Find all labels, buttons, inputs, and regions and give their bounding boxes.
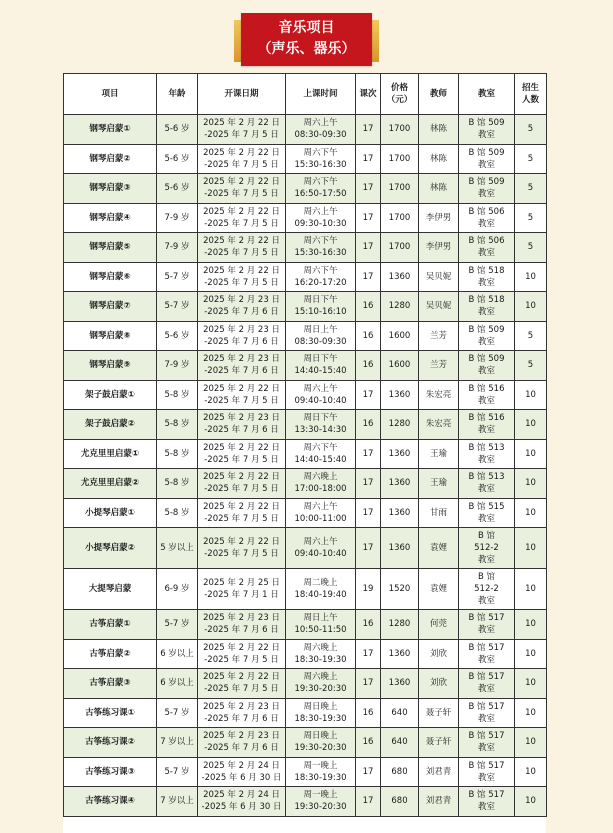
cell-teacher: 吴贝妮	[419, 292, 459, 322]
cell-price: 1600	[381, 351, 419, 381]
cell-enrollment: 10	[515, 639, 547, 669]
cell-price: 680	[381, 757, 419, 787]
cell-project: 古筝启蒙③	[64, 669, 157, 699]
cell-start-date: 2025 年 2 月 22 日 -2025 年 7 月 5 日	[198, 639, 286, 669]
cell-teacher: 李伊男	[419, 233, 459, 263]
cell-enrollment: 10	[515, 292, 547, 322]
header-project: 项目	[64, 74, 157, 115]
cell-teacher: 兰芳	[419, 351, 459, 381]
cell-teacher: 聂子轩	[419, 698, 459, 728]
cell-project: 古筝练习课④	[64, 787, 157, 817]
cell-classroom: B 馆 517 教室	[459, 787, 515, 817]
cell-age: 5-7 岁	[157, 698, 198, 728]
cell-age: 5-6 岁	[157, 321, 198, 351]
cell-sessions: 17	[356, 115, 381, 145]
cell-sessions: 17	[356, 669, 381, 699]
cell-enrollment: 5	[515, 115, 547, 145]
table-header-row	[64, 74, 547, 115]
cell-price: 1360	[381, 380, 419, 410]
cell-classroom: B 馆 518 教室	[459, 262, 515, 292]
table-row	[64, 351, 547, 381]
cell-classroom: B 馆 513 教室	[459, 469, 515, 499]
cell-project: 小提琴启蒙②	[64, 528, 157, 569]
cell-teacher: 刘君青	[419, 757, 459, 787]
cell-sessions: 17	[356, 469, 381, 499]
cell-age: 7-9 岁	[157, 351, 198, 381]
cell-enrollment: 10	[515, 469, 547, 499]
cell-enrollment: 5	[515, 351, 547, 381]
course-table	[63, 73, 547, 817]
cell-age: 5-8 岁	[157, 469, 198, 499]
cell-project: 钢琴启蒙③	[64, 174, 157, 204]
banner-title: 音乐项目	[278, 20, 335, 36]
table-row	[64, 262, 547, 292]
cell-classroom: B 馆 517 教室	[459, 669, 515, 699]
cell-classroom: B 馆 517 教室	[459, 610, 515, 640]
cell-classroom: B 馆 516 教室	[459, 410, 515, 440]
cell-class-time: 周六下午 16:20-17:20	[286, 262, 356, 292]
header-enrollment: 招生 人数	[515, 74, 547, 115]
header-class-time: 上课时间	[286, 74, 356, 115]
cell-teacher: 聂子轩	[419, 728, 459, 758]
cell-project: 尤克里里启蒙②	[64, 469, 157, 499]
cell-classroom: B 馆 512-2 教室	[459, 528, 515, 569]
cell-enrollment: 10	[515, 410, 547, 440]
cell-price: 640	[381, 698, 419, 728]
cell-start-date: 2025 年 2 月 22 日 -2025 年 7 月 5 日	[198, 144, 286, 174]
cell-teacher: 袁娌	[419, 569, 459, 610]
cell-project: 古筝启蒙②	[64, 639, 157, 669]
table-row	[64, 698, 547, 728]
cell-project: 钢琴启蒙⑨	[64, 351, 157, 381]
cell-enrollment: 10	[515, 569, 547, 610]
cell-class-time: 周一晚上 19:30-20:30	[286, 787, 356, 817]
cell-sessions: 17	[356, 380, 381, 410]
cell-classroom: B 馆 518 教室	[459, 292, 515, 322]
table-row	[64, 233, 547, 263]
cell-start-date: 2025 年 2 月 22 日 -2025 年 7 月 5 日	[198, 262, 286, 292]
cell-enrollment: 5	[515, 203, 547, 233]
cell-project: 钢琴启蒙④	[64, 203, 157, 233]
cell-start-date: 2025 年 2 月 22 日 -2025 年 7 月 5 日	[198, 439, 286, 469]
cell-age: 5-6 岁	[157, 115, 198, 145]
cell-start-date: 2025 年 2 月 23 日 -2025 年 7 月 6 日	[198, 351, 286, 381]
cell-price: 1360	[381, 528, 419, 569]
cell-teacher: 刘欣	[419, 669, 459, 699]
cell-enrollment: 10	[515, 728, 547, 758]
cell-age: 5-6 岁	[157, 174, 198, 204]
cell-teacher: 朱宏亮	[419, 410, 459, 440]
cell-teacher: 吴贝妮	[419, 262, 459, 292]
cell-teacher: 王瑜	[419, 439, 459, 469]
table-row	[64, 469, 547, 499]
header-age: 年龄	[157, 74, 198, 115]
cell-teacher: 王瑜	[419, 469, 459, 499]
cell-age: 6-9 岁	[157, 569, 198, 610]
cell-price: 640	[381, 728, 419, 758]
cell-class-time: 周一晚上 18:30-19:30	[286, 757, 356, 787]
cell-price: 1700	[381, 115, 419, 145]
cell-start-date: 2025 年 2 月 23 日 -2025 年 7 月 6 日	[198, 698, 286, 728]
table-row	[64, 528, 547, 569]
cell-teacher: 朱宏亮	[419, 380, 459, 410]
cell-age: 5 岁以上	[157, 528, 198, 569]
cell-classroom: B 馆 506 教室	[459, 203, 515, 233]
cell-sessions: 17	[356, 203, 381, 233]
cell-teacher: 兰芳	[419, 321, 459, 351]
cell-classroom: B 馆 509 教室	[459, 321, 515, 351]
cell-classroom: B 馆 517 教室	[459, 757, 515, 787]
cell-price: 1360	[381, 469, 419, 499]
cell-class-time: 周日下午 15:10-16:10	[286, 292, 356, 322]
cell-teacher: 林陈	[419, 115, 459, 145]
cell-project: 小提琴启蒙①	[64, 498, 157, 528]
cell-class-time: 周六上午 08:30-09:30	[286, 115, 356, 145]
cell-project: 古筝练习课③	[64, 757, 157, 787]
cell-sessions: 16	[356, 321, 381, 351]
cell-start-date: 2025 年 2 月 23 日 -2025 年 7 月 6 日	[198, 292, 286, 322]
cell-class-time: 周二晚上 18:40-19:40	[286, 569, 356, 610]
cell-start-date: 2025 年 2 月 24 日 -2025 年 6 月 30 日	[198, 757, 286, 787]
cell-teacher: 李伊男	[419, 203, 459, 233]
cell-price: 1360	[381, 262, 419, 292]
cell-sessions: 16	[356, 728, 381, 758]
cell-enrollment: 5	[515, 233, 547, 263]
cell-classroom: B 馆 517 教室	[459, 639, 515, 669]
cell-project: 架子鼓启蒙①	[64, 380, 157, 410]
cell-class-time: 周六上午 09:30-10:30	[286, 203, 356, 233]
header-price: 价格 （元）	[381, 74, 419, 115]
cell-price: 1520	[381, 569, 419, 610]
cell-age: 5-8 岁	[157, 380, 198, 410]
banner-subtitle: （声乐、器乐）	[257, 41, 356, 57]
cell-teacher: 林陈	[419, 144, 459, 174]
cell-age: 5-6 岁	[157, 144, 198, 174]
cell-enrollment: 10	[515, 498, 547, 528]
cell-price: 1600	[381, 321, 419, 351]
table-row	[64, 669, 547, 699]
cell-class-time: 周六下午 15:30-16:30	[286, 144, 356, 174]
cell-age: 5-8 岁	[157, 410, 198, 440]
cell-age: 7-9 岁	[157, 203, 198, 233]
cell-price: 1700	[381, 144, 419, 174]
cell-class-time: 周日晚上 18:30-19:30	[286, 698, 356, 728]
cell-start-date: 2025 年 2 月 22 日 -2025 年 7 月 5 日	[198, 115, 286, 145]
title-banner	[0, 8, 613, 66]
cell-enrollment: 10	[515, 610, 547, 640]
cell-classroom: B 馆 515 教室	[459, 498, 515, 528]
cell-teacher: 刘欣	[419, 639, 459, 669]
cell-start-date: 2025 年 2 月 22 日 -2025 年 7 月 5 日	[198, 203, 286, 233]
cell-price: 1700	[381, 174, 419, 204]
cell-price: 1280	[381, 610, 419, 640]
cell-age: 7 岁以上	[157, 728, 198, 758]
cell-sessions: 19	[356, 569, 381, 610]
cell-age: 5-7 岁	[157, 292, 198, 322]
cell-classroom: B 馆 509 教室	[459, 351, 515, 381]
cell-class-time: 周日晚上 19:30-20:30	[286, 728, 356, 758]
cell-start-date: 2025 年 2 月 22 日 -2025 年 7 月 5 日	[198, 469, 286, 499]
cell-teacher: 林陈	[419, 174, 459, 204]
cell-price: 1280	[381, 292, 419, 322]
cell-sessions: 17	[356, 174, 381, 204]
cell-project: 钢琴启蒙⑧	[64, 321, 157, 351]
table-row	[64, 292, 547, 322]
cell-project: 尤克里里启蒙①	[64, 439, 157, 469]
cell-price: 1280	[381, 410, 419, 440]
cell-sessions: 17	[356, 233, 381, 263]
schedule-sheet	[63, 73, 546, 833]
cell-class-time: 周六晚上 17:00-18:00	[286, 469, 356, 499]
cell-enrollment: 10	[515, 380, 547, 410]
cell-classroom: B 馆 512-2 教室	[459, 569, 515, 610]
cell-classroom: B 馆 513 教室	[459, 439, 515, 469]
cell-enrollment: 5	[515, 174, 547, 204]
cell-enrollment: 5	[515, 144, 547, 174]
cell-classroom: B 馆 506 教室	[459, 233, 515, 263]
table-row	[64, 115, 547, 145]
cell-enrollment: 10	[515, 757, 547, 787]
cell-classroom: B 馆 517 教室	[459, 728, 515, 758]
cell-class-time: 周六上午 09:40-10:40	[286, 528, 356, 569]
cell-sessions: 17	[356, 639, 381, 669]
table-row	[64, 144, 547, 174]
cell-enrollment: 10	[515, 669, 547, 699]
table-row	[64, 787, 547, 817]
cell-class-time: 周六下午 15:30-16:30	[286, 233, 356, 263]
cell-class-time: 周六上午 09:40-10:40	[286, 380, 356, 410]
cell-enrollment: 10	[515, 262, 547, 292]
cell-project: 钢琴启蒙⑦	[64, 292, 157, 322]
cell-project: 钢琴启蒙②	[64, 144, 157, 174]
cell-age: 7 岁以上	[157, 787, 198, 817]
table-row	[64, 610, 547, 640]
cell-project: 钢琴启蒙①	[64, 115, 157, 145]
cell-project: 古筝启蒙①	[64, 610, 157, 640]
cell-enrollment: 10	[515, 528, 547, 569]
cell-sessions: 17	[356, 144, 381, 174]
cell-sessions: 16	[356, 292, 381, 322]
cell-sessions: 16	[356, 698, 381, 728]
table-row	[64, 639, 547, 669]
cell-class-time: 周六晚上 18:30-19:30	[286, 639, 356, 669]
header-start-date: 开课日期	[198, 74, 286, 115]
cell-enrollment: 10	[515, 787, 547, 817]
cell-age: 5-7 岁	[157, 610, 198, 640]
cell-project: 古筝练习课①	[64, 698, 157, 728]
cell-project: 架子鼓启蒙②	[64, 410, 157, 440]
cell-price: 680	[381, 787, 419, 817]
cell-classroom: B 馆 516 教室	[459, 380, 515, 410]
table-row	[64, 174, 547, 204]
cell-price: 1700	[381, 203, 419, 233]
cell-sessions: 17	[356, 262, 381, 292]
cell-sessions: 17	[356, 787, 381, 817]
cell-age: 6 岁以上	[157, 639, 198, 669]
cell-price: 1700	[381, 233, 419, 263]
cell-classroom: B 馆 509 教室	[459, 174, 515, 204]
table-row	[64, 203, 547, 233]
header-classroom: 教室	[459, 74, 515, 115]
header-sessions: 课次	[356, 74, 381, 115]
table-row	[64, 728, 547, 758]
cell-class-time: 周日下午 14:40-15:40	[286, 351, 356, 381]
cell-enrollment: 10	[515, 439, 547, 469]
cell-start-date: 2025 年 2 月 22 日 -2025 年 7 月 5 日	[198, 233, 286, 263]
header-teacher: 教师	[419, 74, 459, 115]
cell-project: 钢琴启蒙⑥	[64, 262, 157, 292]
table-row	[64, 321, 547, 351]
cell-project: 古筝练习课②	[64, 728, 157, 758]
cell-class-time: 周日下午 13:30-14:30	[286, 410, 356, 440]
cell-sessions: 17	[356, 757, 381, 787]
cell-start-date: 2025 年 2 月 23 日 -2025 年 7 月 6 日	[198, 321, 286, 351]
cell-project: 钢琴启蒙⑤	[64, 233, 157, 263]
cell-start-date: 2025 年 2 月 25 日 -2025 年 7 月 1 日	[198, 569, 286, 610]
cell-sessions: 16	[356, 610, 381, 640]
cell-classroom: B 馆 509 教室	[459, 144, 515, 174]
cell-age: 5-7 岁	[157, 757, 198, 787]
cell-start-date: 2025 年 2 月 24 日 -2025 年 6 月 30 日	[198, 787, 286, 817]
table-row	[64, 498, 547, 528]
cell-age: 5-8 岁	[157, 498, 198, 528]
cell-price: 1360	[381, 498, 419, 528]
cell-class-time: 周六晚上 19:30-20:30	[286, 669, 356, 699]
cell-age: 5-7 岁	[157, 262, 198, 292]
cell-sessions: 17	[356, 439, 381, 469]
cell-start-date: 2025 年 2 月 22 日 -2025 年 7 月 5 日	[198, 498, 286, 528]
table-row	[64, 757, 547, 787]
cell-age: 7-9 岁	[157, 233, 198, 263]
cell-age: 6 岁以上	[157, 669, 198, 699]
cell-teacher: 甘雨	[419, 498, 459, 528]
cell-class-time: 周日上午 10:50-11:50	[286, 610, 356, 640]
cell-sessions: 16	[356, 351, 381, 381]
cell-sessions: 17	[356, 498, 381, 528]
cell-age: 5-8 岁	[157, 439, 198, 469]
cell-start-date: 2025 年 2 月 23 日 -2025 年 7 月 6 日	[198, 410, 286, 440]
table-row	[64, 380, 547, 410]
cell-teacher: 刘君青	[419, 787, 459, 817]
cell-teacher: 何莞	[419, 610, 459, 640]
cell-classroom: B 馆 517 教室	[459, 698, 515, 728]
cell-enrollment: 10	[515, 698, 547, 728]
table-row	[64, 439, 547, 469]
cell-price: 1360	[381, 439, 419, 469]
cell-start-date: 2025 年 2 月 23 日 -2025 年 7 月 6 日	[198, 728, 286, 758]
cell-start-date: 2025 年 2 月 22 日 -2025 年 7 月 5 日	[198, 380, 286, 410]
cell-sessions: 17	[356, 528, 381, 569]
cell-start-date: 2025 年 2 月 22 日 -2025 年 7 月 5 日	[198, 174, 286, 204]
table-row	[64, 410, 547, 440]
cell-price: 1360	[381, 639, 419, 669]
table-row	[64, 569, 547, 610]
cell-classroom: B 馆 509 教室	[459, 115, 515, 145]
cell-class-time: 周六下午 16:50-17:50	[286, 174, 356, 204]
cell-class-time: 周六上午 10:00-11:00	[286, 498, 356, 528]
cell-start-date: 2025 年 2 月 23 日 -2025 年 7 月 6 日	[198, 610, 286, 640]
cell-enrollment: 5	[515, 321, 547, 351]
cell-project: 大提琴启蒙	[64, 569, 157, 610]
banner-box	[241, 13, 372, 66]
cell-start-date: 2025 年 2 月 22 日 -2025 年 7 月 5 日	[198, 669, 286, 699]
cell-start-date: 2025 年 2 月 22 日 -2025 年 7 月 5 日	[198, 528, 286, 569]
cell-class-time: 周日上午 08:30-09:30	[286, 321, 356, 351]
cell-sessions: 16	[356, 410, 381, 440]
cell-price: 1360	[381, 669, 419, 699]
cell-class-time: 周六下午 14:40-15:40	[286, 439, 356, 469]
cell-teacher: 袁娌	[419, 528, 459, 569]
